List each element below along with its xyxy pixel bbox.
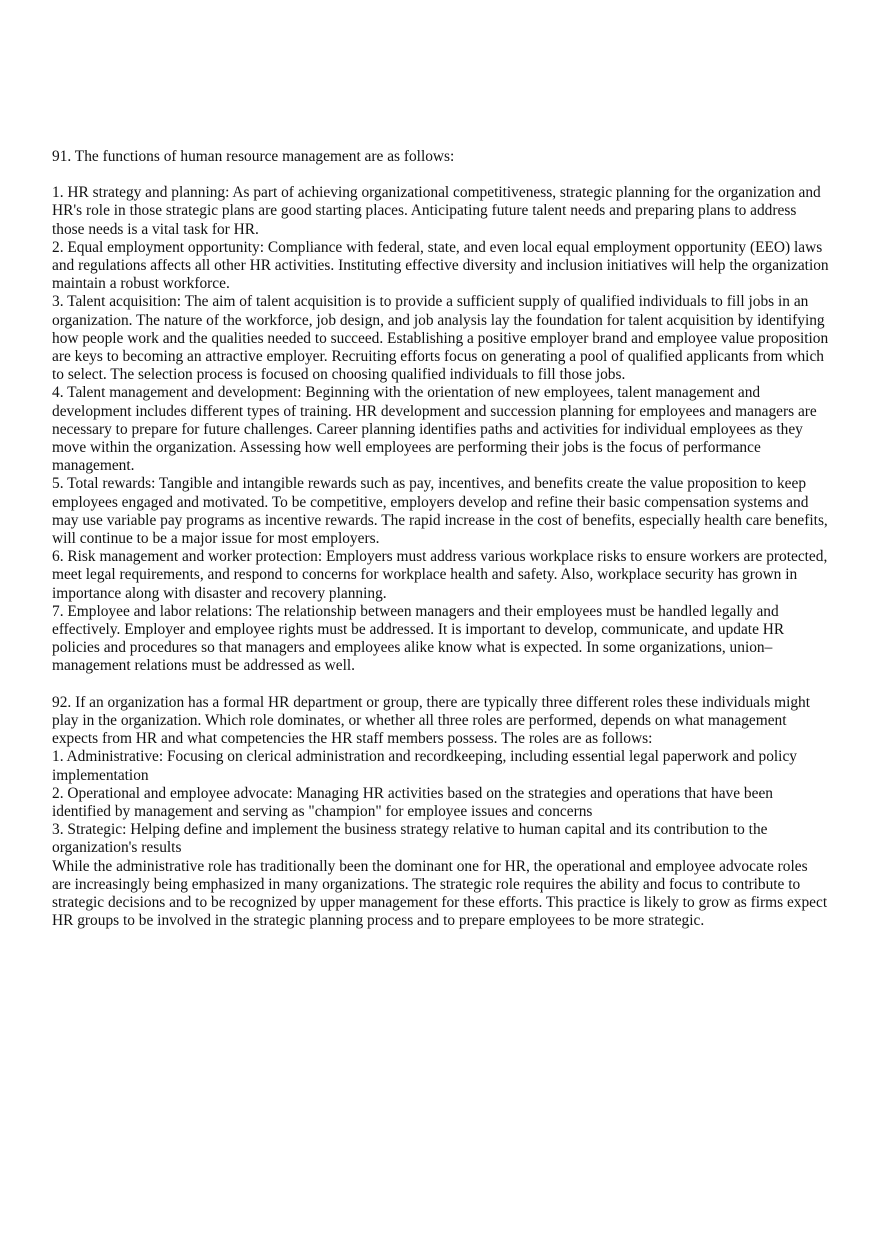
q91-item-talent-acquisition: 3. Talent acquisition: The aim of talent acquisition is to provide a sufficient supply of qualified individuals to fill jobs in an organization. The nature of the workforce, job design, and job analysis lay the foundation for talent acquisition by identifying how people work and the qualities needed to succeed. Establishing a positive employer brand and employee value proposition are keys to becoming an attractive employer. Recruiting efforts focus on generating a pool of qualified applicants from which to select. The selection process is focused on choosing qualified individuals to fill those jobs. bbox=[52, 293, 829, 384]
question-91 bbox=[52, 148, 830, 676]
q92-item-strategic: 3. Strategic: Helping define and implement the business strategy relative to human capital and its contribution to the organization's results bbox=[52, 821, 768, 857]
question-92-intro: 92. If an organization has a formal HR department or group, there are typically three different roles these individuals might play in the organization. Which role dominates, or whether all three roles are performed, depends on what management expects from HR and what competencies the HR staff members possess. The roles are as follows: bbox=[52, 693, 811, 748]
document-page bbox=[52, 148, 830, 948]
q92-item-operational: 2. Operational and employee advocate: Managing HR activities based on the strategies and operations that have been identified by management and serving as "champion" for employee issues and concerns bbox=[52, 784, 773, 820]
q92-item-administrative: 1. Administrative: Focusing on clerical administration and recordkeeping, including essential legal paperwork and policy implementation bbox=[52, 748, 797, 784]
q91-item-talent-management: 4. Talent management and development: Beginning with the orientation of new employees, talent management and development includes different types of training. HR development and succession planning for employees and managers are necessary to prepare for future challenges. Career planning identifies paths and activities for individual employees as they move within the organization. Assessing how well employees are performing their jobs is the focus of performance management. bbox=[52, 384, 817, 475]
question-92 bbox=[52, 694, 830, 931]
q91-item-eeo: 2. Equal employment opportunity: Compliance with federal, state, and even local equal employment opportunity (EEO) laws and regulations affects all other HR activities. Instituting effective diversity and inclusion initiatives will help the organization maintain a robust workforce. bbox=[52, 238, 829, 293]
q91-item-risk-management: 6. Risk management and worker protection: Employers must address various workplace risks to ensure workers are protected, meet legal requirements, and respond to concerns for workplace health and safety. Also, workplace security has grown in importance along with disaster and recovery planning. bbox=[52, 548, 828, 602]
question-91-heading: 91. The functions of human resource management are as follows: bbox=[52, 148, 455, 165]
q91-item-labor-relations: 7. Employee and labor relations: The relationship between managers and their employees must be handled legally and effectively. Employer and employee rights must be addressed. It is important to develop, communicate, and update HR policies and procedures so that managers and employees alike know what is expected. In some organizations, union–management relations must be addressed as well. bbox=[52, 602, 785, 675]
q91-item-hr-strategy: 1. HR strategy and planning: As part of achieving organizational competitiveness, strategic planning for the organization and HR's role in those strategic plans are good starting places. Anticipating future talent needs and preparing plans to address those needs is a vital task for HR. bbox=[52, 184, 821, 238]
question-92-conclusion: While the administrative role has traditionally been the dominant one for HR, the operational and employee advocate roles are increasingly being emphasized in many organizations. The strategic role requires the ability and focus to contribute to strategic decisions and to be recognized by upper management for these efforts. This practice is likely to grow as firms expect HR groups to be involved in the strategic planning process and to prepare employees to be more strategic. bbox=[52, 857, 828, 930]
q91-item-total-rewards: 5. Total rewards: Tangible and intangible rewards such as pay, incentives, and benefits create the value proposition to keep employees engaged and motivated. To be competitive, employers develop and refine their basic compensation systems and may use variable pay programs as incentive rewards. The rapid increase in the cost of benefits, especially health care benefits, will continue to be a major issue for most employers. bbox=[52, 475, 828, 548]
